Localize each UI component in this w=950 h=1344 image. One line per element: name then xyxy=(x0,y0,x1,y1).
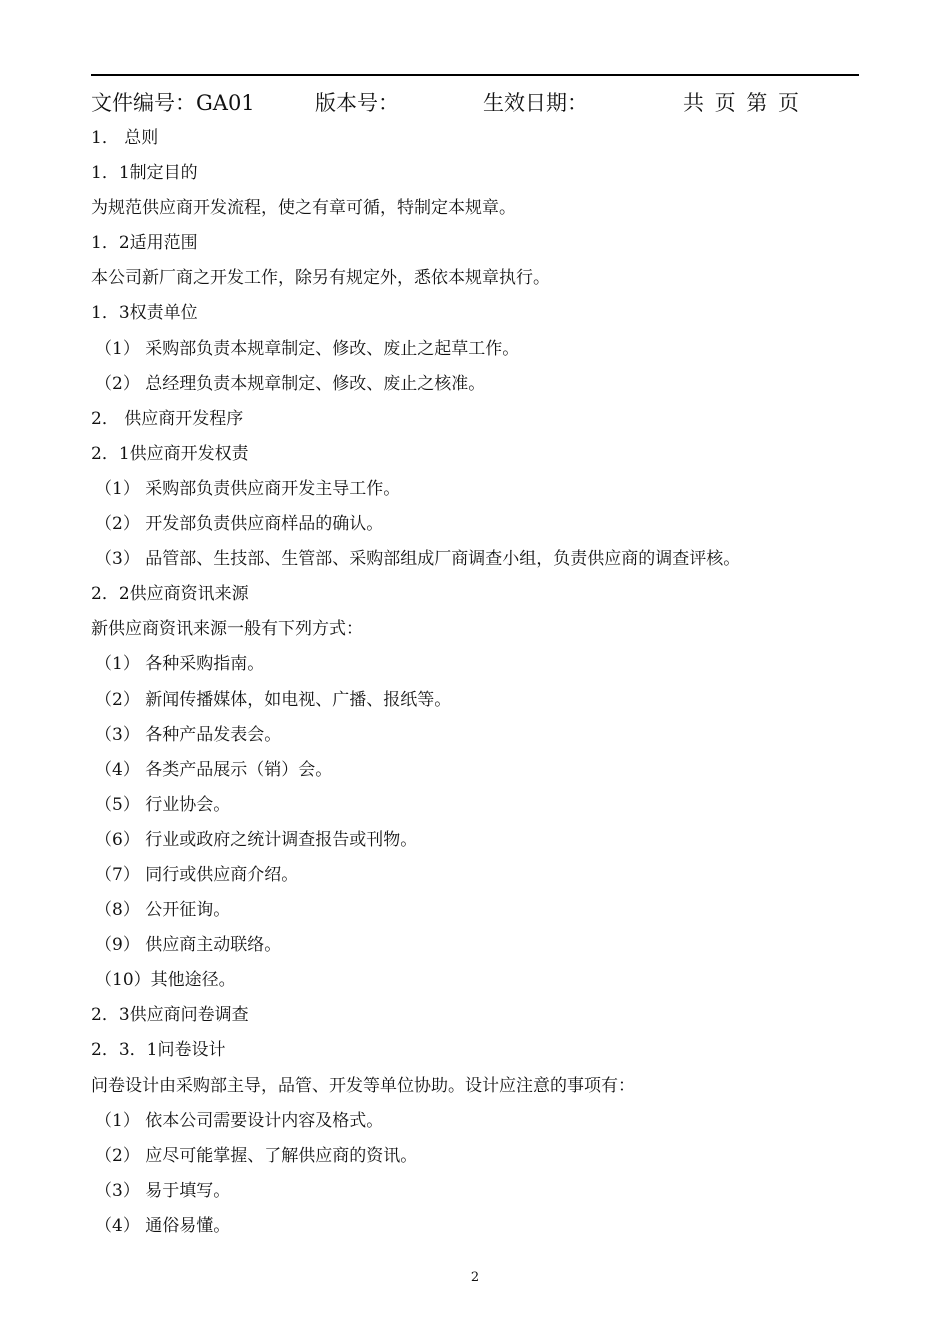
document-header xyxy=(91,86,859,120)
list-item: （2） 应尽可能掌握、了解供应商的资讯。 xyxy=(95,1145,418,1166)
list-item: （3） 品管部、生技部、生管部、采购部组成厂商调查小组，负责供应商的调查评核。 xyxy=(95,549,741,570)
list-item: （3） 易于填写。 xyxy=(95,1180,231,1201)
list-item: （6） 行业或政府之统计调查报告或刊物。 xyxy=(95,829,418,850)
list-item: （2） 总经理负责本规章制定、修改、废止之核准。 xyxy=(95,373,486,394)
paragraph: 为规范供应商开发流程，使之有章可循，特制定本规章。 xyxy=(91,198,516,219)
list-item: （5） 行业协会。 xyxy=(95,794,231,815)
document-body xyxy=(91,121,861,1244)
list-item: （8） 公开征询。 xyxy=(95,900,231,921)
list-item: （1） 采购部负责本规章制定、修改、废止之起草工作。 xyxy=(95,338,520,359)
list-item: （10）其他途径。 xyxy=(95,970,236,991)
list-item: （7） 同行或供应商介绍。 xyxy=(95,864,299,885)
section-heading: 2． 供应商开发程序 xyxy=(91,408,244,429)
subsection-heading: 1．2适用范围 xyxy=(91,233,198,254)
section-heading: 1． 总则 xyxy=(91,128,159,148)
list-item: （1） 依本公司需要设计内容及格式。 xyxy=(95,1110,384,1131)
list-item: （9） 供应商主动联络。 xyxy=(95,935,282,956)
list-item: （2） 开发部负责供应商样品的确认。 xyxy=(95,514,384,535)
doc-code: 文件编号：GA01 xyxy=(91,91,255,115)
list-item: （3） 各种产品发表会。 xyxy=(95,724,282,745)
effective-date-label: 生效日期： xyxy=(483,91,588,115)
paragraph: 新供应商资讯来源一般有下列方式： xyxy=(91,619,363,640)
subsection-heading: 2．1供应商开发权责 xyxy=(91,443,249,464)
paragraph: 问卷设计由采购部主导，品管、开发等单位协助。设计应注意的事项有： xyxy=(91,1075,635,1096)
list-item: （4） 通俗易懂。 xyxy=(95,1215,231,1236)
paragraph: 本公司新厂商之开发工作，除另有规定外，悉依本规章执行。 xyxy=(91,268,550,289)
list-item: （4） 各类产品展示（销）会。 xyxy=(95,759,333,780)
list-item: （2） 新闻传播媒体，如电视、广播、报纸等。 xyxy=(95,689,452,710)
subsection-heading: 2．3供应商问卷调查 xyxy=(91,1005,249,1026)
subsection-heading: 2．3．1问卷设计 xyxy=(91,1040,226,1061)
version-label: 版本号： xyxy=(315,91,399,115)
page-count-label: 共 页 第 页 xyxy=(683,91,802,115)
header-rule xyxy=(91,74,859,76)
page-number: 2 xyxy=(470,1270,480,1285)
subsection-heading: 2．2供应商资讯来源 xyxy=(91,584,249,605)
subsection-heading: 1．3权责单位 xyxy=(91,303,198,324)
list-item: （1） 采购部负责供应商开发主导工作。 xyxy=(95,478,401,499)
list-item: （1） 各种采购指南。 xyxy=(95,654,265,675)
subsection-heading: 1．1制定目的 xyxy=(91,163,198,184)
